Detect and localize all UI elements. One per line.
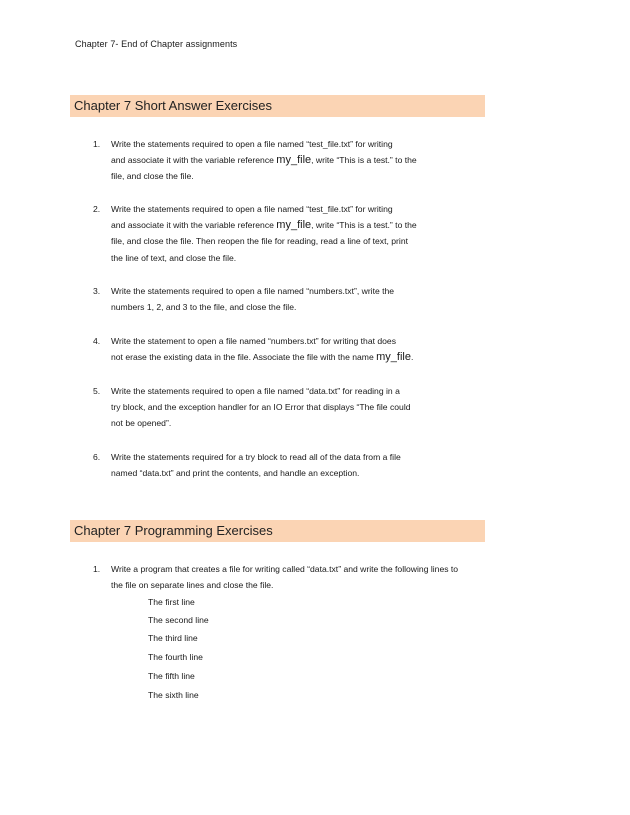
question-text (111, 449, 401, 481)
question-text (111, 561, 458, 593)
question-line: not be opened”. (111, 418, 172, 429)
file-line-item: The third line (148, 633, 198, 643)
question-text (111, 283, 394, 315)
question-line (111, 152, 417, 168)
question-number: 1. (93, 139, 101, 149)
question-text (111, 383, 411, 432)
text-fragment: not erase the existing data in the file. Associate the file with the name (111, 352, 377, 363)
file-line-item: The fourth line (148, 652, 203, 662)
file-line-item: The second line (148, 615, 209, 625)
page-header: Chapter 7- End of Chapter assignments (75, 39, 238, 49)
text-fragment: , write “This is a test.” to the (311, 220, 417, 231)
question-line (111, 349, 413, 365)
file-line-item: The first line (148, 597, 195, 607)
text-fragment: and associate it with the variable reference (111, 220, 277, 231)
question-line: the line of text, and close the file. (111, 252, 237, 263)
question-text (111, 136, 417, 185)
text-fragment: , write “This is a test.” to the (311, 155, 417, 166)
question-number: 5. (93, 386, 101, 396)
file-line-item: The fifth line (148, 671, 195, 681)
short-answer-heading: Chapter 7 Short Answer Exercises (70, 95, 485, 117)
question-line: Write the statements required to open a file named “data.txt” for reading in a (111, 386, 400, 396)
question-line: try block, and the exception handler for an IO Error that displays “The file could (111, 402, 411, 413)
question-line: Write the statements required for a try block to read all of the data from a file (111, 452, 401, 462)
question-line: Write the statements required to open a file named “numbers.txt”, write the (111, 286, 395, 296)
question-number: 3. (93, 286, 101, 296)
question-number: 6. (93, 452, 101, 462)
programming-heading: Chapter 7 Programming Exercises (70, 520, 485, 542)
question-line: named “data.txt” and print the contents, and handle an exception. (111, 468, 360, 479)
question-line: the file on separate lines and close the file. (111, 580, 274, 591)
code-ref: my_file (276, 154, 312, 167)
code-ref: my_file (376, 351, 411, 364)
file-line-item: The sixth line (148, 690, 199, 700)
question-line: Write the statements required to open a file named “test_file.txt” for writing (111, 139, 393, 149)
question-line: Write a program that creates a file for writing called “data.txt” and write the following lines to (111, 564, 459, 574)
code-ref: my_file (276, 219, 312, 232)
question-number: 4. (93, 336, 101, 346)
question-number: 2. (93, 204, 101, 214)
question-line: file, and close the file. (111, 171, 194, 182)
question-number: 1. (93, 564, 101, 574)
question-line: numbers 1, 2, and 3 to the file, and close the file. (111, 302, 297, 313)
question-line: Write the statements required to open a file named “test_file.txt” for writing (111, 204, 393, 214)
question-line: file, and close the file. Then reopen the file for reading, read a line of text, print (111, 236, 408, 247)
text-fragment: and associate it with the variable reference (111, 155, 277, 166)
question-text (111, 333, 413, 365)
question-line: Write the statement to open a file named “numbers.txt” for writing that does (111, 336, 397, 346)
text-fragment: . (410, 352, 414, 363)
question-line (111, 217, 417, 233)
question-text (111, 201, 417, 266)
